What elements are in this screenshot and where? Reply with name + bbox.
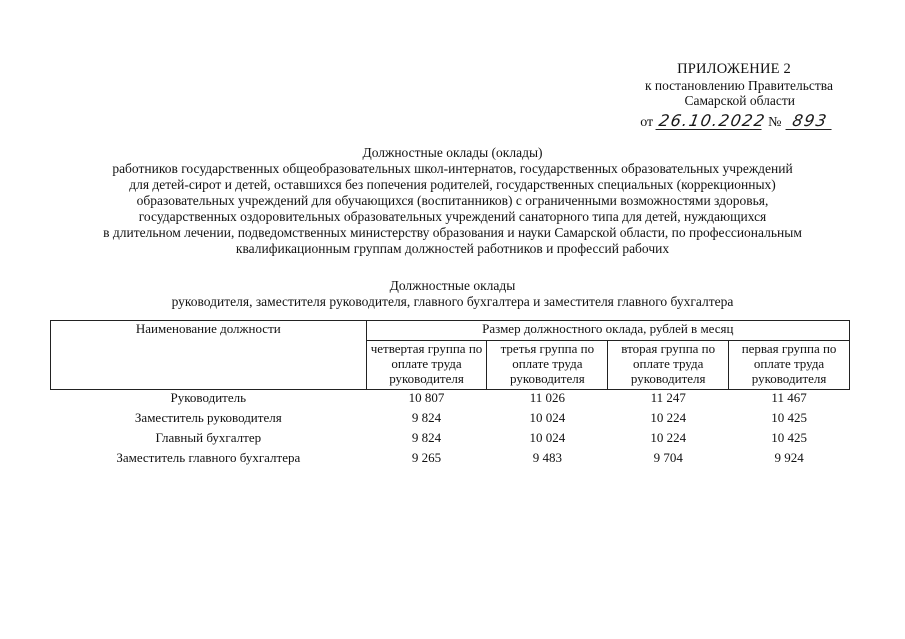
main-title — [0, 145, 905, 257]
main-title-line: государственных оздоровительных образовательных учреждений санаторного типа для детей, нуждающихся — [138, 209, 767, 224]
salary-cell: 9 704 — [653, 450, 683, 465]
salary-cell: 9 924 — [774, 450, 804, 465]
salary-table — [50, 320, 850, 470]
main-title-line: образовательных учреждений для обучающихся (воспитанников) с ограниченными возможностями здоровья, — [136, 193, 769, 208]
annex-block — [640, 62, 833, 130]
salary-cell: 9 265 — [411, 450, 442, 465]
annex-date-line — [640, 110, 833, 131]
salary-cell: 10 024 — [529, 430, 566, 445]
column-header-group-1: первая группа по оплате труда руководителя — [729, 341, 850, 390]
salary-cell: 10 224 — [650, 410, 687, 425]
salary-cell: 10 425 — [771, 410, 807, 425]
sub-title-line: руководителя, заместителя руководителя, главного бухгалтера и заместителя главного бухгалтера — [171, 294, 734, 309]
column-header-position: Наименование должности — [51, 321, 367, 390]
salary-cell: 10 224 — [650, 430, 687, 445]
sub-title — [0, 278, 905, 310]
main-title-line: в длительном лечении, подведомственных министерству образования и науки Самарской области, по профессиональным — [103, 225, 802, 240]
annex-title: ПРИЛОЖЕНИЕ 2 — [677, 61, 791, 77]
column-header-group-4: четвертая группа по оплате труда руководителя — [366, 341, 487, 390]
position-name: Заместитель руководителя — [134, 410, 282, 425]
sub-title-line: Должностные оклады — [389, 278, 516, 293]
salary-cell: 11 467 — [771, 390, 807, 405]
salary-cell: 10 425 — [771, 430, 807, 445]
main-title-line: Должностные оклады (оклады) — [362, 145, 543, 160]
column-header-group-3: третья группа по оплате труда руководителя — [487, 341, 608, 390]
annex-region-line: Самарской области — [684, 93, 795, 108]
salary-cell: 10 024 — [529, 410, 566, 425]
salary-cell: 11 026 — [529, 390, 565, 405]
table-row — [51, 410, 850, 430]
table-row — [51, 390, 850, 411]
column-header-salary: Размер должностного оклада, рублей в месяц — [366, 321, 849, 341]
column-header-group-2: вторая группа по оплате труда руководителя — [608, 341, 729, 390]
salary-cell: 9 824 — [411, 430, 442, 445]
salary-cell: 10 807 — [408, 390, 445, 405]
annex-resolution-line: к постановлению Правительства — [644, 77, 833, 93]
position-name: Заместитель главного бухгалтера — [116, 450, 301, 465]
date-prefix: от — [640, 114, 654, 130]
handwritten-date: 26.10.2022 — [657, 110, 768, 130]
salary-cell: 9 824 — [411, 410, 442, 425]
table-row — [51, 450, 850, 470]
salary-cell: 9 483 — [532, 450, 562, 465]
position-name: Главный бухгалтер — [155, 430, 262, 445]
main-title-line: работников государственных общеобразовательных школ-интернатов, государственных образовательных учреждений — [112, 161, 793, 176]
table-row — [51, 430, 850, 450]
position-name: Руководитель — [170, 390, 247, 405]
main-title-line: квалификационным группам должностей работников и профессий рабочих — [235, 241, 670, 256]
main-title-line: для детей-сирот и детей, оставшихся без попечения родителей, государственных специальных (коррекционных) — [129, 177, 776, 192]
handwritten-number: 893 — [786, 113, 835, 130]
number-sign: № — [768, 114, 782, 130]
salary-cell: 11 247 — [650, 390, 686, 405]
